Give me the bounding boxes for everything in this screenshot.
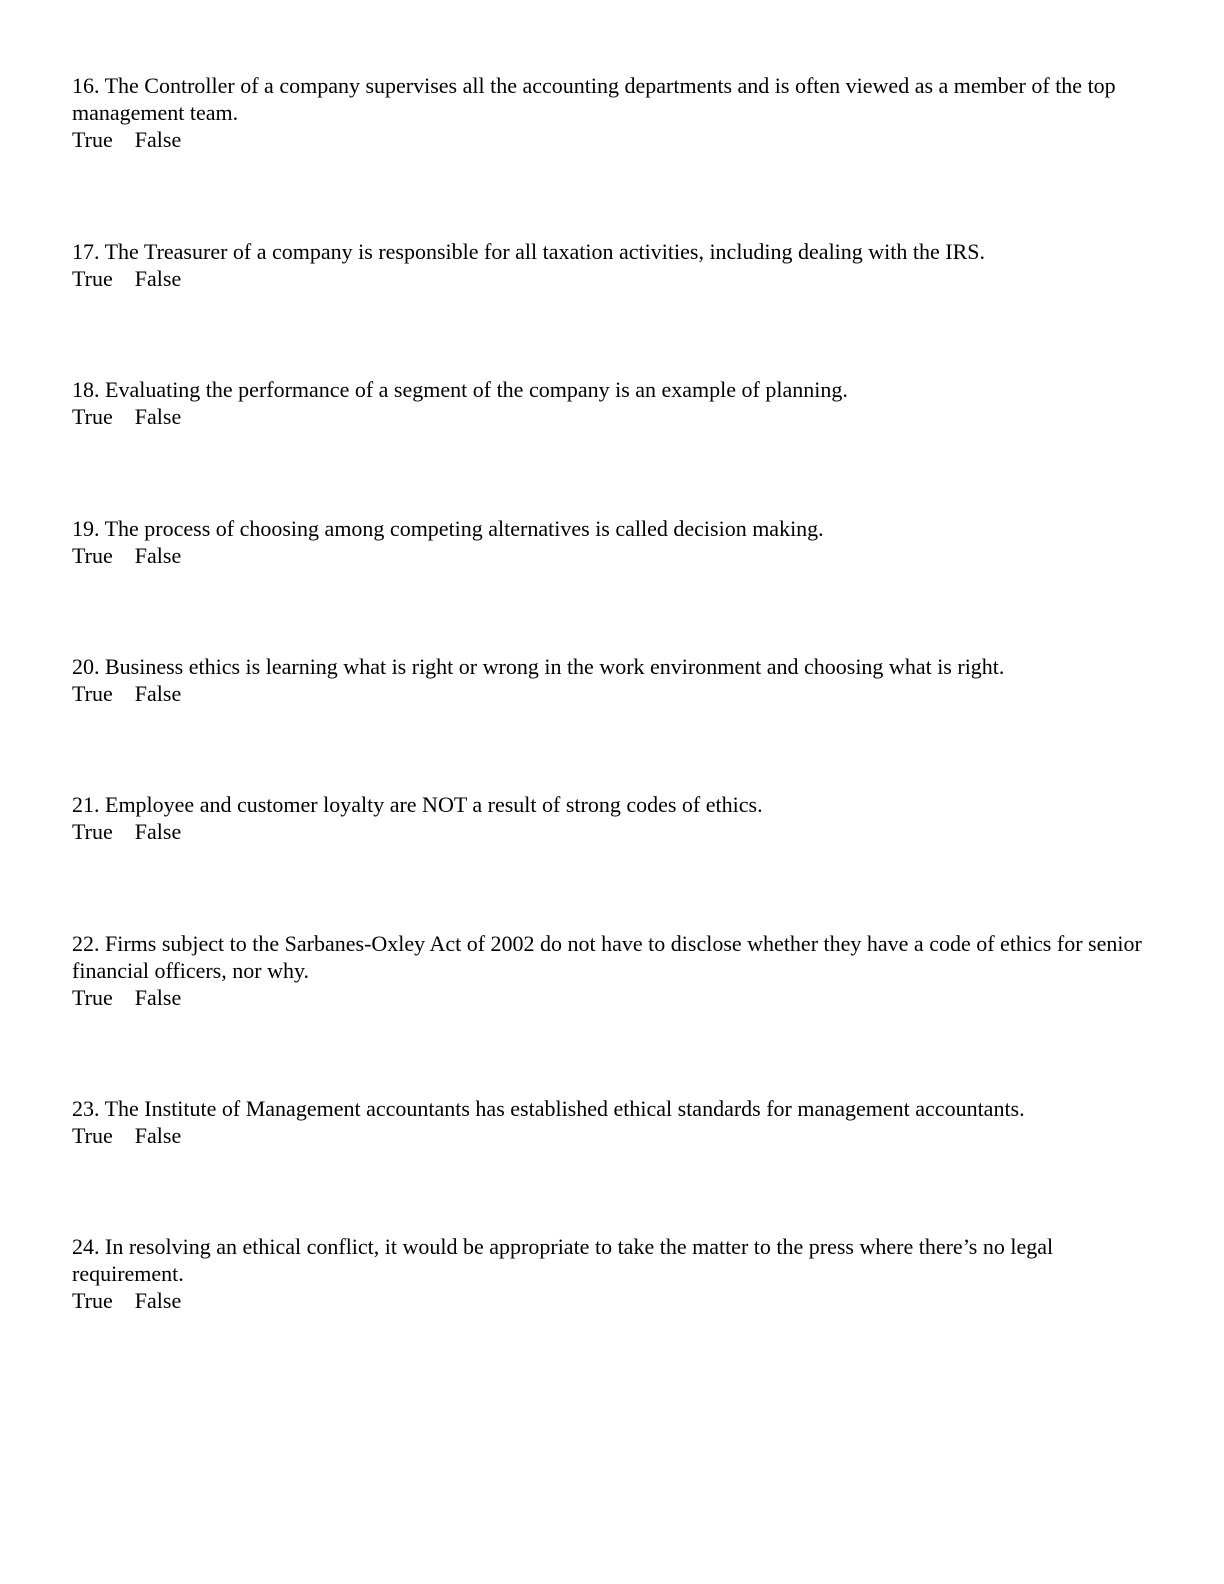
option-false[interactable]: False (134, 681, 182, 706)
option-false[interactable]: False (134, 1123, 182, 1148)
option-false[interactable]: False (134, 127, 182, 152)
option-true[interactable]: True (72, 819, 113, 844)
option-false[interactable]: False (134, 543, 182, 568)
question-22 (72, 930, 1142, 1011)
question-text: 24. In resolving an ethical conflict, it would be appropriate to take the matter to the press where there’s no legal requirement. (72, 1234, 1054, 1286)
option-false[interactable]: False (134, 266, 182, 291)
question-text: 16. The Controller of a company supervises all the accounting departments and is often viewed as a member of the top management team. (72, 73, 1116, 125)
question-text: 19. The process of choosing among competing alternatives is called decision making. (72, 516, 824, 541)
answer-options (72, 1287, 1142, 1314)
option-true[interactable]: True (72, 543, 113, 568)
question-text: 20. Business ethics is learning what is right or wrong in the work environment and choosing what is right. (72, 654, 1005, 679)
option-false[interactable]: False (134, 985, 182, 1010)
question-17 (72, 238, 1142, 292)
question-text: 18. Evaluating the performance of a segment of the company is an example of planning. (72, 377, 848, 402)
answer-options (72, 818, 1142, 845)
question-24 (72, 1233, 1142, 1314)
option-true[interactable]: True (72, 404, 113, 429)
answer-options (72, 984, 1142, 1011)
answer-options (72, 403, 1142, 430)
option-false[interactable]: False (134, 1288, 182, 1313)
question-text: 22. Firms subject to the Sarbanes-Oxley Act of 2002 do not have to disclose whether they have a code of ethics for senior financial officers, nor why. (72, 931, 1142, 983)
option-false[interactable]: False (134, 404, 182, 429)
question-20 (72, 653, 1142, 707)
option-false[interactable]: False (134, 819, 182, 844)
option-true[interactable]: True (72, 985, 113, 1010)
answer-options (72, 126, 1142, 153)
question-text: 21. Employee and customer loyalty are NOT a result of strong codes of ethics. (72, 792, 763, 817)
question-text: 17. The Treasurer of a company is responsible for all taxation activities, including dealing with the IRS. (72, 239, 986, 264)
question-19 (72, 515, 1142, 569)
answer-options (72, 1122, 1142, 1149)
option-true[interactable]: True (72, 681, 113, 706)
option-true[interactable]: True (72, 1123, 113, 1148)
question-16 (72, 72, 1142, 153)
option-true[interactable]: True (72, 1288, 113, 1313)
answer-options (72, 265, 1142, 292)
question-21 (72, 791, 1142, 845)
question-18 (72, 376, 1142, 430)
question-23 (72, 1095, 1142, 1149)
question-text: 23. The Institute of Management accountants has established ethical standards for management accountants. (72, 1096, 1025, 1121)
option-true[interactable]: True (72, 127, 113, 152)
option-true[interactable]: True (72, 266, 113, 291)
answer-options (72, 542, 1142, 569)
answer-options (72, 680, 1142, 707)
